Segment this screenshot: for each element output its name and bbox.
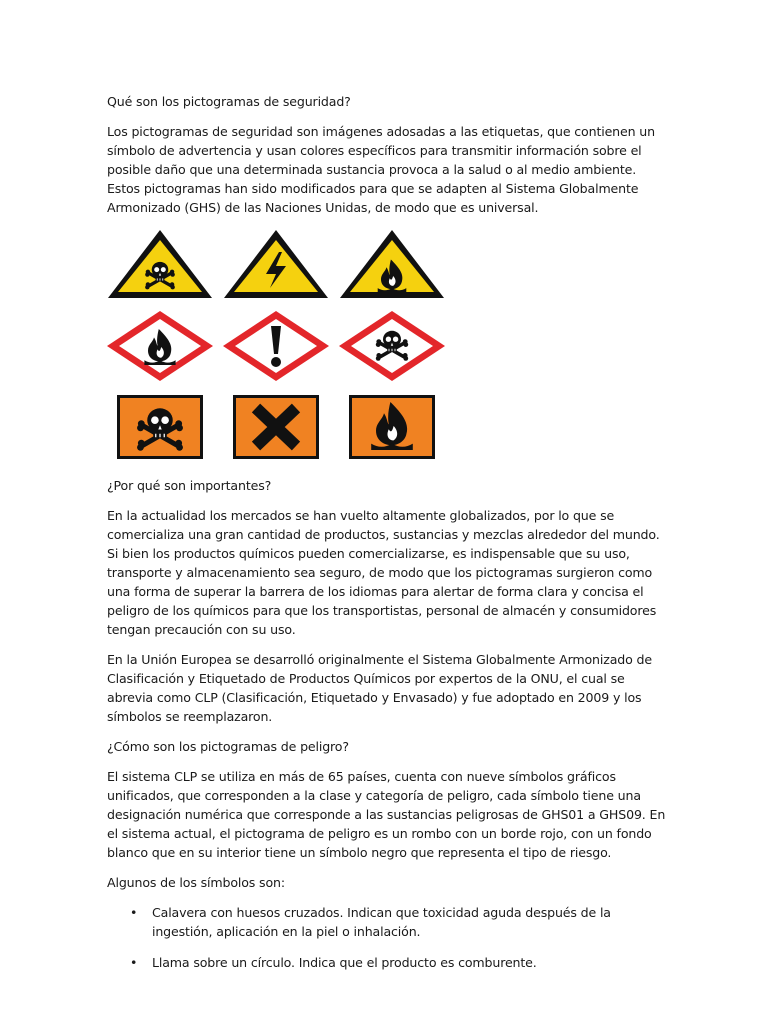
paragraph-european-union: En la Unión Europea se desarrolló originalmente el Sistema Globalmente Armonizado de Clasificación y Etiquetado de Productos Químicos por expertos de la ONU, el cual se abrevia como CLP (Clasificación, Etiquetado y Envasado) y fue adoptado en 2009 y los símbolos se reemplazaron. [107, 652, 652, 724]
list-item-text: Llama sobre un círculo. Indica que el producto es comburente. [152, 955, 537, 970]
flame-icon [106, 310, 214, 382]
skull-crossbones-icon [338, 310, 446, 382]
bullet-marker: • [130, 955, 138, 970]
flame-icon [348, 394, 436, 460]
symbols-list [107, 903, 667, 972]
paragraph-definition: Los pictogramas de seguridad son imágenes adosadas a las etiquetas, que contienen un símbolo de advertencia y usan colores específicos para transmitir información sobre el posible daño que una determinada sustancia provoca a la salud o al medio ambiente. Estos pictogramas han sido modificados para que se adapten al Sistema Globalmente Armonizado (GHS) de las Naciones Unidas, de modo que es universal. [107, 124, 655, 215]
bullet-marker: • [130, 905, 138, 920]
skull-crossbones-icon [106, 228, 214, 300]
list-item-text: Calavera con huesos cruzados. Indican que toxicidad aguda después de la ingestión, aplicación en la piel o inhalación. [152, 905, 611, 939]
list-item [107, 903, 667, 941]
document-body [107, 92, 667, 984]
list-item [107, 953, 667, 972]
paragraph-globalization: En la actualidad los mercados se han vuelto altamente globalizados, por lo que se comercializa una gran cantidad de productos, sustancias y mezclas alrededor del mundo. Si bien los productos químicos pueden comercializarse, es indispensable que su uso, transporte y almacenamiento sea seguro, de modo que los pictogramas surgieron como una forma de superar la barrera de los idiomas para alertar de forma clara y concisa el peligro de los químicos para que los transportistas, personal de almacén y consumidores tengan precaución con su uso. [107, 508, 660, 637]
paragraph-clp-system: El sistema CLP se utiliza en más de 65 países, cuenta con nueve símbolos gráficos unificados, que corresponden a la clase y categoría de peligro, cada símbolo tiene una designación numérica que corresponde a las sustancias peligrosas de GHS01 a GHS09. En el sistema actual, el pictograma de peligro es un rombo con un borde rojo, con un fondo blanco que en su interior tiene un símbolo negro que representa el tipo de riesgo. [107, 769, 666, 860]
hazard-pictograms-image [106, 228, 446, 464]
exclamation-mark-icon [222, 310, 330, 382]
cross-x-icon [232, 394, 320, 460]
heading-what-are-pictograms: Qué son los pictogramas de seguridad? [107, 94, 351, 109]
skull-crossbones-icon [116, 394, 204, 460]
heading-why-important: ¿Por qué son importantes? [107, 478, 272, 493]
paragraph-some-symbols: Algunos de los símbolos son: [107, 875, 285, 890]
flame-icon [338, 228, 446, 300]
heading-what-are-hazard-pictograms: ¿Cómo son los pictogramas de peligro? [107, 739, 349, 754]
high-voltage-icon [222, 228, 330, 300]
